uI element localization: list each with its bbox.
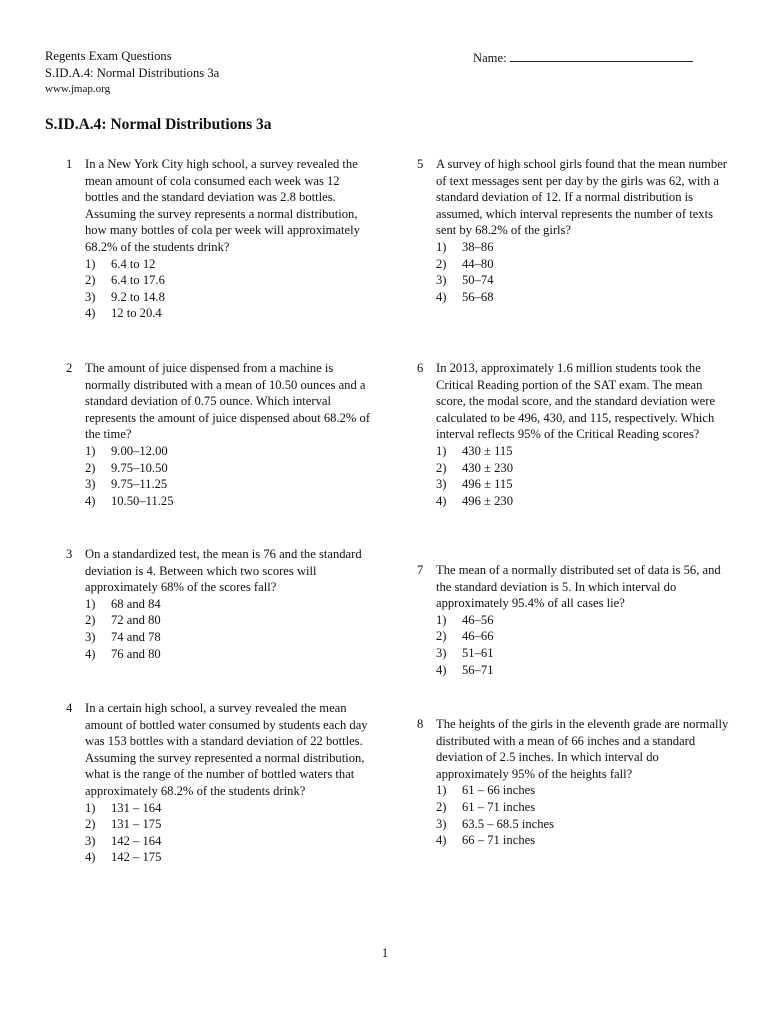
question-number: 5 <box>417 157 424 171</box>
option-text: 50–74 <box>462 273 494 288</box>
option-text: 131 – 175 <box>111 817 162 832</box>
answer-option <box>436 782 732 799</box>
option-text: 56–71 <box>462 662 494 677</box>
question-text: The heights of the girls in the eleventh grade are normally distributed with a mean of 66 inches and a standard deviation of 2.5 inches. In which interval do approximately 95% of the heights fall? <box>436 717 729 781</box>
header-subtitle: S.ID.A.4: Normal Distributions 3a <box>45 65 220 80</box>
option-number: 1) <box>85 800 96 815</box>
answer-option <box>436 476 728 493</box>
question-text: The amount of juice dispensed from a machine is normally distributed with a mean of 10.50 ounces and a standard deviation of 0.75 ounce. Which interval represents the amount of juice dispensed about 68.2% of the time? <box>85 361 371 442</box>
option-number: 3) <box>85 833 96 848</box>
option-number: 1) <box>85 256 96 271</box>
option-text: 46–56 <box>462 612 494 627</box>
answer-option <box>85 612 371 629</box>
option-text: 496 ± 230 <box>462 493 513 508</box>
option-text: 72 and 80 <box>111 613 161 628</box>
answer-option <box>436 272 728 289</box>
question-text: A survey of high school girls found that the mean number of text messages sent per day by the girls was 62, with a standard deviation of 12. If a normal distribution is assumed, which interval represents the number of texts sent by 68.2% of the girls? <box>436 157 728 238</box>
answer-option <box>436 493 728 510</box>
option-number: 1) <box>436 443 447 458</box>
option-number: 2) <box>85 613 96 628</box>
option-number: 4) <box>436 493 447 508</box>
option-number: 4) <box>85 493 96 508</box>
answer-option <box>85 849 376 866</box>
answer-option <box>85 629 371 646</box>
option-text: 131 – 164 <box>111 800 162 815</box>
option-number: 1) <box>436 612 447 627</box>
answer-option <box>436 628 728 645</box>
answer-option <box>85 816 376 833</box>
answer-option <box>436 816 732 833</box>
option-number: 3) <box>85 477 96 492</box>
question-text: In 2013, approximately 1.6 million students took the Critical Reading portion of the SAT exam. The mean score, the modal score, and the standard deviation were calculated to be 496, 430, and 115, respectively. Which interval reflects 95% of the Critical Reading scores? <box>436 361 716 442</box>
option-number: 4) <box>436 289 447 304</box>
option-text: 46–66 <box>462 629 494 644</box>
option-number: 3) <box>436 273 447 288</box>
option-text: 496 ± 115 <box>462 477 513 492</box>
answer-option <box>85 833 376 850</box>
option-number: 2) <box>436 629 447 644</box>
name-field <box>473 48 693 67</box>
option-text: 10.50–11.25 <box>111 493 174 508</box>
option-text: 430 ± 230 <box>462 460 513 475</box>
page-number: 1 <box>381 946 389 960</box>
option-text: 38–86 <box>462 239 494 254</box>
answer-option <box>436 612 728 629</box>
question-number: 1 <box>66 157 73 171</box>
section-title: S.ID.A.4: Normal Distributions 3a <box>45 116 272 133</box>
option-number: 2) <box>85 460 96 475</box>
option-number: 4) <box>85 646 96 661</box>
option-number: 4) <box>85 850 96 865</box>
option-text: 68 and 84 <box>111 596 161 611</box>
option-number: 4) <box>436 662 447 677</box>
option-number: 1) <box>85 596 96 611</box>
option-text: 74 and 78 <box>111 629 161 644</box>
answer-option <box>436 239 728 256</box>
answer-option <box>85 476 371 493</box>
option-text: 66 – 71 inches <box>462 833 536 848</box>
document-header <box>45 48 219 97</box>
option-number: 4) <box>436 833 447 848</box>
option-number: 1) <box>436 783 447 798</box>
option-text: 142 – 164 <box>111 833 162 848</box>
answer-option <box>436 832 732 849</box>
question-number: 2 <box>66 361 73 375</box>
answer-option <box>85 289 371 306</box>
question-number: 8 <box>417 717 424 731</box>
question-text: On a standardized test, the mean is 76 and the standard deviation is 4. Between which two scores will approximately 68% of the scores fall? <box>85 547 362 595</box>
option-text: 9.2 to 14.8 <box>111 289 165 304</box>
question-8 <box>417 716 732 849</box>
option-text: 12 to 20.4 <box>111 306 162 321</box>
question-text: In a New York City high school, a survey revealed the mean amount of cola consumed each week was 12 bottles and the standard deviation was 2.8 bottles. Assuming the survey represents a normal distribution, how many bottles of cola per week will approximately 68.2% of the students drink? <box>85 157 360 254</box>
option-number: 3) <box>436 477 447 492</box>
option-text: 6.4 to 17.6 <box>111 273 165 288</box>
answer-option <box>85 443 371 460</box>
answer-option <box>436 799 732 816</box>
option-number: 3) <box>85 289 96 304</box>
option-text: 76 and 80 <box>111 646 161 661</box>
name-label: Name: <box>473 51 507 65</box>
answer-option <box>85 460 371 477</box>
answer-option <box>85 646 371 663</box>
option-text: 63.5 – 68.5 inches <box>462 816 554 831</box>
option-text: 44–80 <box>462 256 494 271</box>
question-4 <box>66 700 376 866</box>
option-number: 4) <box>85 306 96 321</box>
option-text: 6.4 to 12 <box>111 256 156 271</box>
answer-option <box>436 662 728 679</box>
question-number: 6 <box>417 361 424 375</box>
header-title: Regents Exam Questions <box>45 49 172 63</box>
option-text: 61 – 71 inches <box>462 799 536 814</box>
question-2 <box>66 360 371 509</box>
answer-option <box>85 272 371 289</box>
option-number: 2) <box>436 460 447 475</box>
option-text: 51–61 <box>462 645 494 660</box>
question-1 <box>66 156 371 322</box>
option-number: 1) <box>85 443 96 458</box>
answer-option <box>436 289 728 306</box>
option-number: 3) <box>436 645 447 660</box>
answer-option <box>85 800 376 817</box>
option-text: 430 ± 115 <box>462 443 513 458</box>
question-text: The mean of a normally distributed set of data is 56, and the standard deviation is 5. In which interval do approximately 95.4% of all cases lie? <box>436 563 721 611</box>
option-text: 9.75–11.25 <box>111 477 168 492</box>
option-text: 9.75–10.50 <box>111 460 168 475</box>
answer-option <box>436 443 728 460</box>
answer-option <box>436 256 728 273</box>
answer-option <box>85 493 371 510</box>
question-number: 3 <box>66 547 73 561</box>
option-number: 2) <box>436 799 447 814</box>
question-number: 4 <box>66 701 73 715</box>
option-number: 2) <box>85 273 96 288</box>
option-number: 2) <box>436 256 447 271</box>
option-text: 142 – 175 <box>111 850 162 865</box>
question-number: 7 <box>417 563 424 577</box>
option-number: 2) <box>85 817 96 832</box>
option-number: 3) <box>436 816 447 831</box>
question-5 <box>417 156 728 305</box>
name-blank-line <box>510 48 693 62</box>
header-website: www.jmap.org <box>45 83 111 96</box>
option-number: 1) <box>436 239 447 254</box>
question-6 <box>417 360 728 509</box>
answer-option <box>85 305 371 322</box>
answer-option <box>85 596 371 613</box>
option-text: 9.00–12.00 <box>111 443 168 458</box>
question-3 <box>66 546 371 662</box>
answer-option <box>85 256 371 273</box>
question-7 <box>417 562 728 678</box>
answer-option <box>436 645 728 662</box>
option-text: 56–68 <box>462 289 494 304</box>
answer-option <box>436 460 728 477</box>
question-text: In a certain high school, a survey revealed the mean amount of bottled water consumed by students each day was 153 bottles with a standard deviation of 22 bottles. Assuming the survey represented a normal distribution, what is the range of the number of bottled waters that approximately 68.2% of the students drink? <box>85 701 368 798</box>
option-number: 3) <box>85 629 96 644</box>
option-text: 61 – 66 inches <box>462 783 536 798</box>
